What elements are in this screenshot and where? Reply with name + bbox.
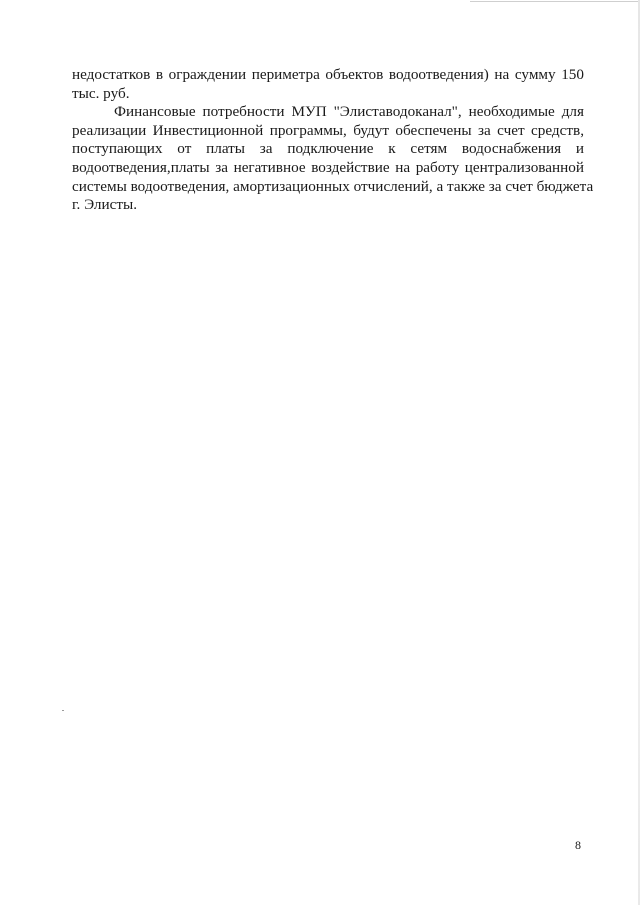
text-line: недостатков в ограждении периметра объектов водоотведения) на сумму 150: [72, 66, 584, 83]
paragraph-start-line: Финансовые потребности МУП "Элиставодоканал", необходимые для: [114, 103, 584, 121]
page-number: 8: [575, 838, 581, 852]
text-line: системы водоотведения, амортизационных отчислений, а также за счет бюджета: [72, 177, 594, 195]
scan-edge-top: [470, 1, 640, 2]
scan-speck: [62, 710, 64, 711]
body-text: [72, 66, 594, 215]
text-line: тыс. руб.: [72, 84, 130, 102]
text-line: поступающих от платы за подключение к сетям водоснабжения и: [72, 140, 584, 158]
text-line: г. Элисты.: [72, 196, 138, 214]
text-line: водоотведения,платы за негативное воздействие на работу централизованной: [72, 158, 584, 176]
text-line: реализации Инвестиционной программы, будут обеспечены за счет средств,: [72, 121, 584, 139]
